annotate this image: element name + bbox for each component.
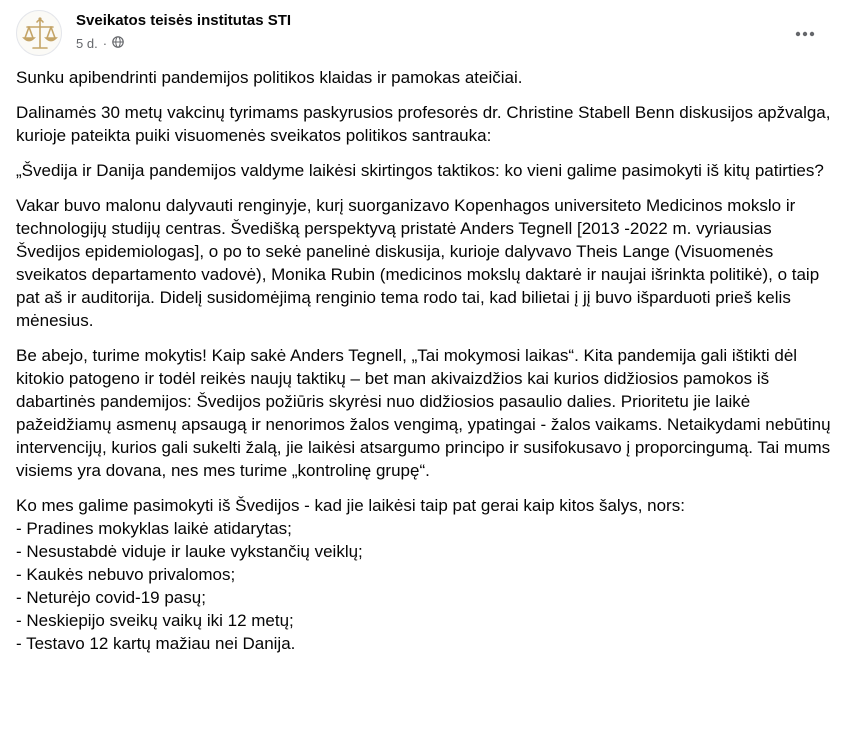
list-item: - Testavo 12 kartų mažiau nei Danija. — [16, 634, 296, 653]
post-timestamp[interactable]: 5 d. — [76, 36, 98, 51]
more-options-icon — [795, 31, 815, 37]
list-item: - Pradines mokyklas laikė atidarytas; — [16, 519, 292, 538]
meta-separator: · — [102, 36, 108, 51]
avatar[interactable] — [16, 10, 62, 56]
scales-of-justice-logo — [17, 11, 62, 56]
globe-icon[interactable] — [112, 36, 124, 51]
list-item: - Nesustabdė viduje ir lauke vykstančių veiklų; — [16, 542, 363, 561]
page-name-link[interactable]: Sveikatos teisės institutas STI — [76, 12, 292, 29]
post-paragraph: „Švedija ir Danija pandemijos valdyme laikėsi skirtingos taktikos: ko vieni galime pasimokyti iš kitų patirties? — [16, 161, 824, 180]
list-item: - Kaukės nebuvo privalomos; — [16, 565, 236, 584]
post-meta — [76, 36, 124, 51]
list-item: - Neturėjo covid-19 pasų; — [16, 588, 206, 607]
post-paragraph: Vakar buvo malonu dalyvauti renginyje, kurį suorganizavo Kopenhagos universiteto Medicinos mokslo ir technologijų studijų centras. Švedišką perspektyvą pristatė Anders Tegnell [2013 -2022 m. vyriausias Švedijos epidemiologas], o po to sekė panelinė diskusija, kurioje dalyvavo Theis Lange (Visuomenės sveikatos departamento vadovė), Monika Rubin (medicinos mokslų daktarė ir naujai išrinkta politikė), o taip pat aš ir auditorija. Didelį susidomėjimą renginio tema rodo tai, kad bilietai į jį buvo išparduoti prieš kelis mėnesius. — [16, 196, 820, 330]
list-intro: Ko mes galime pasimokyti iš Švedijos - kad jie laikėsi taip pat gerai kaip kitos šalys, nors: — [16, 496, 685, 515]
post-paragraph: Be abejo, turime mokytis! Kaip sakė Anders Tegnell, „Tai mokymosi laikas“. Kita pandemija gali ištikti dėl kitokio patogeno ir todėl reikės naujų taktikų – bet man akivaizdžios kai kurios didžiosios pamokos iš dabartinės pandemijos: Švedijos požiūris skyrėsi nuo didžiosios pasaulio dalies. Prioritetu jie laikė pažeidžiamų asmenų apsaugą ir nenorimos žalos vengimą, ypatingai - žalos vaikams. Netaikydami nebūtinų intervencijų, kurios gali sukelti žalą, jie laikėsi atsargumo principo ir susifokusavo į proporcingumą. Tai mums visiems yra dovana, nes mes turime „kontrolinę grupę“. — [16, 346, 831, 480]
post-body — [16, 66, 831, 655]
post-paragraph: Sunku apibendrinti pandemijos politikos klaidas ir pamokas ateičiai. — [16, 68, 523, 87]
more-options-button[interactable] — [787, 16, 823, 52]
lessons-list — [16, 494, 831, 655]
post-header — [16, 10, 827, 58]
post-paragraph: Dalinamės 30 metų vakcinų tyrimams paskyrusios profesorės dr. Christine Stabell Benn diskusijos apžvalga, kurioje pateikta puiki visuomenės sveikatos politikos santrauka: — [16, 103, 831, 145]
list-item: - Neskiepijo sveikų vaikų iki 12 metų; — [16, 611, 294, 630]
